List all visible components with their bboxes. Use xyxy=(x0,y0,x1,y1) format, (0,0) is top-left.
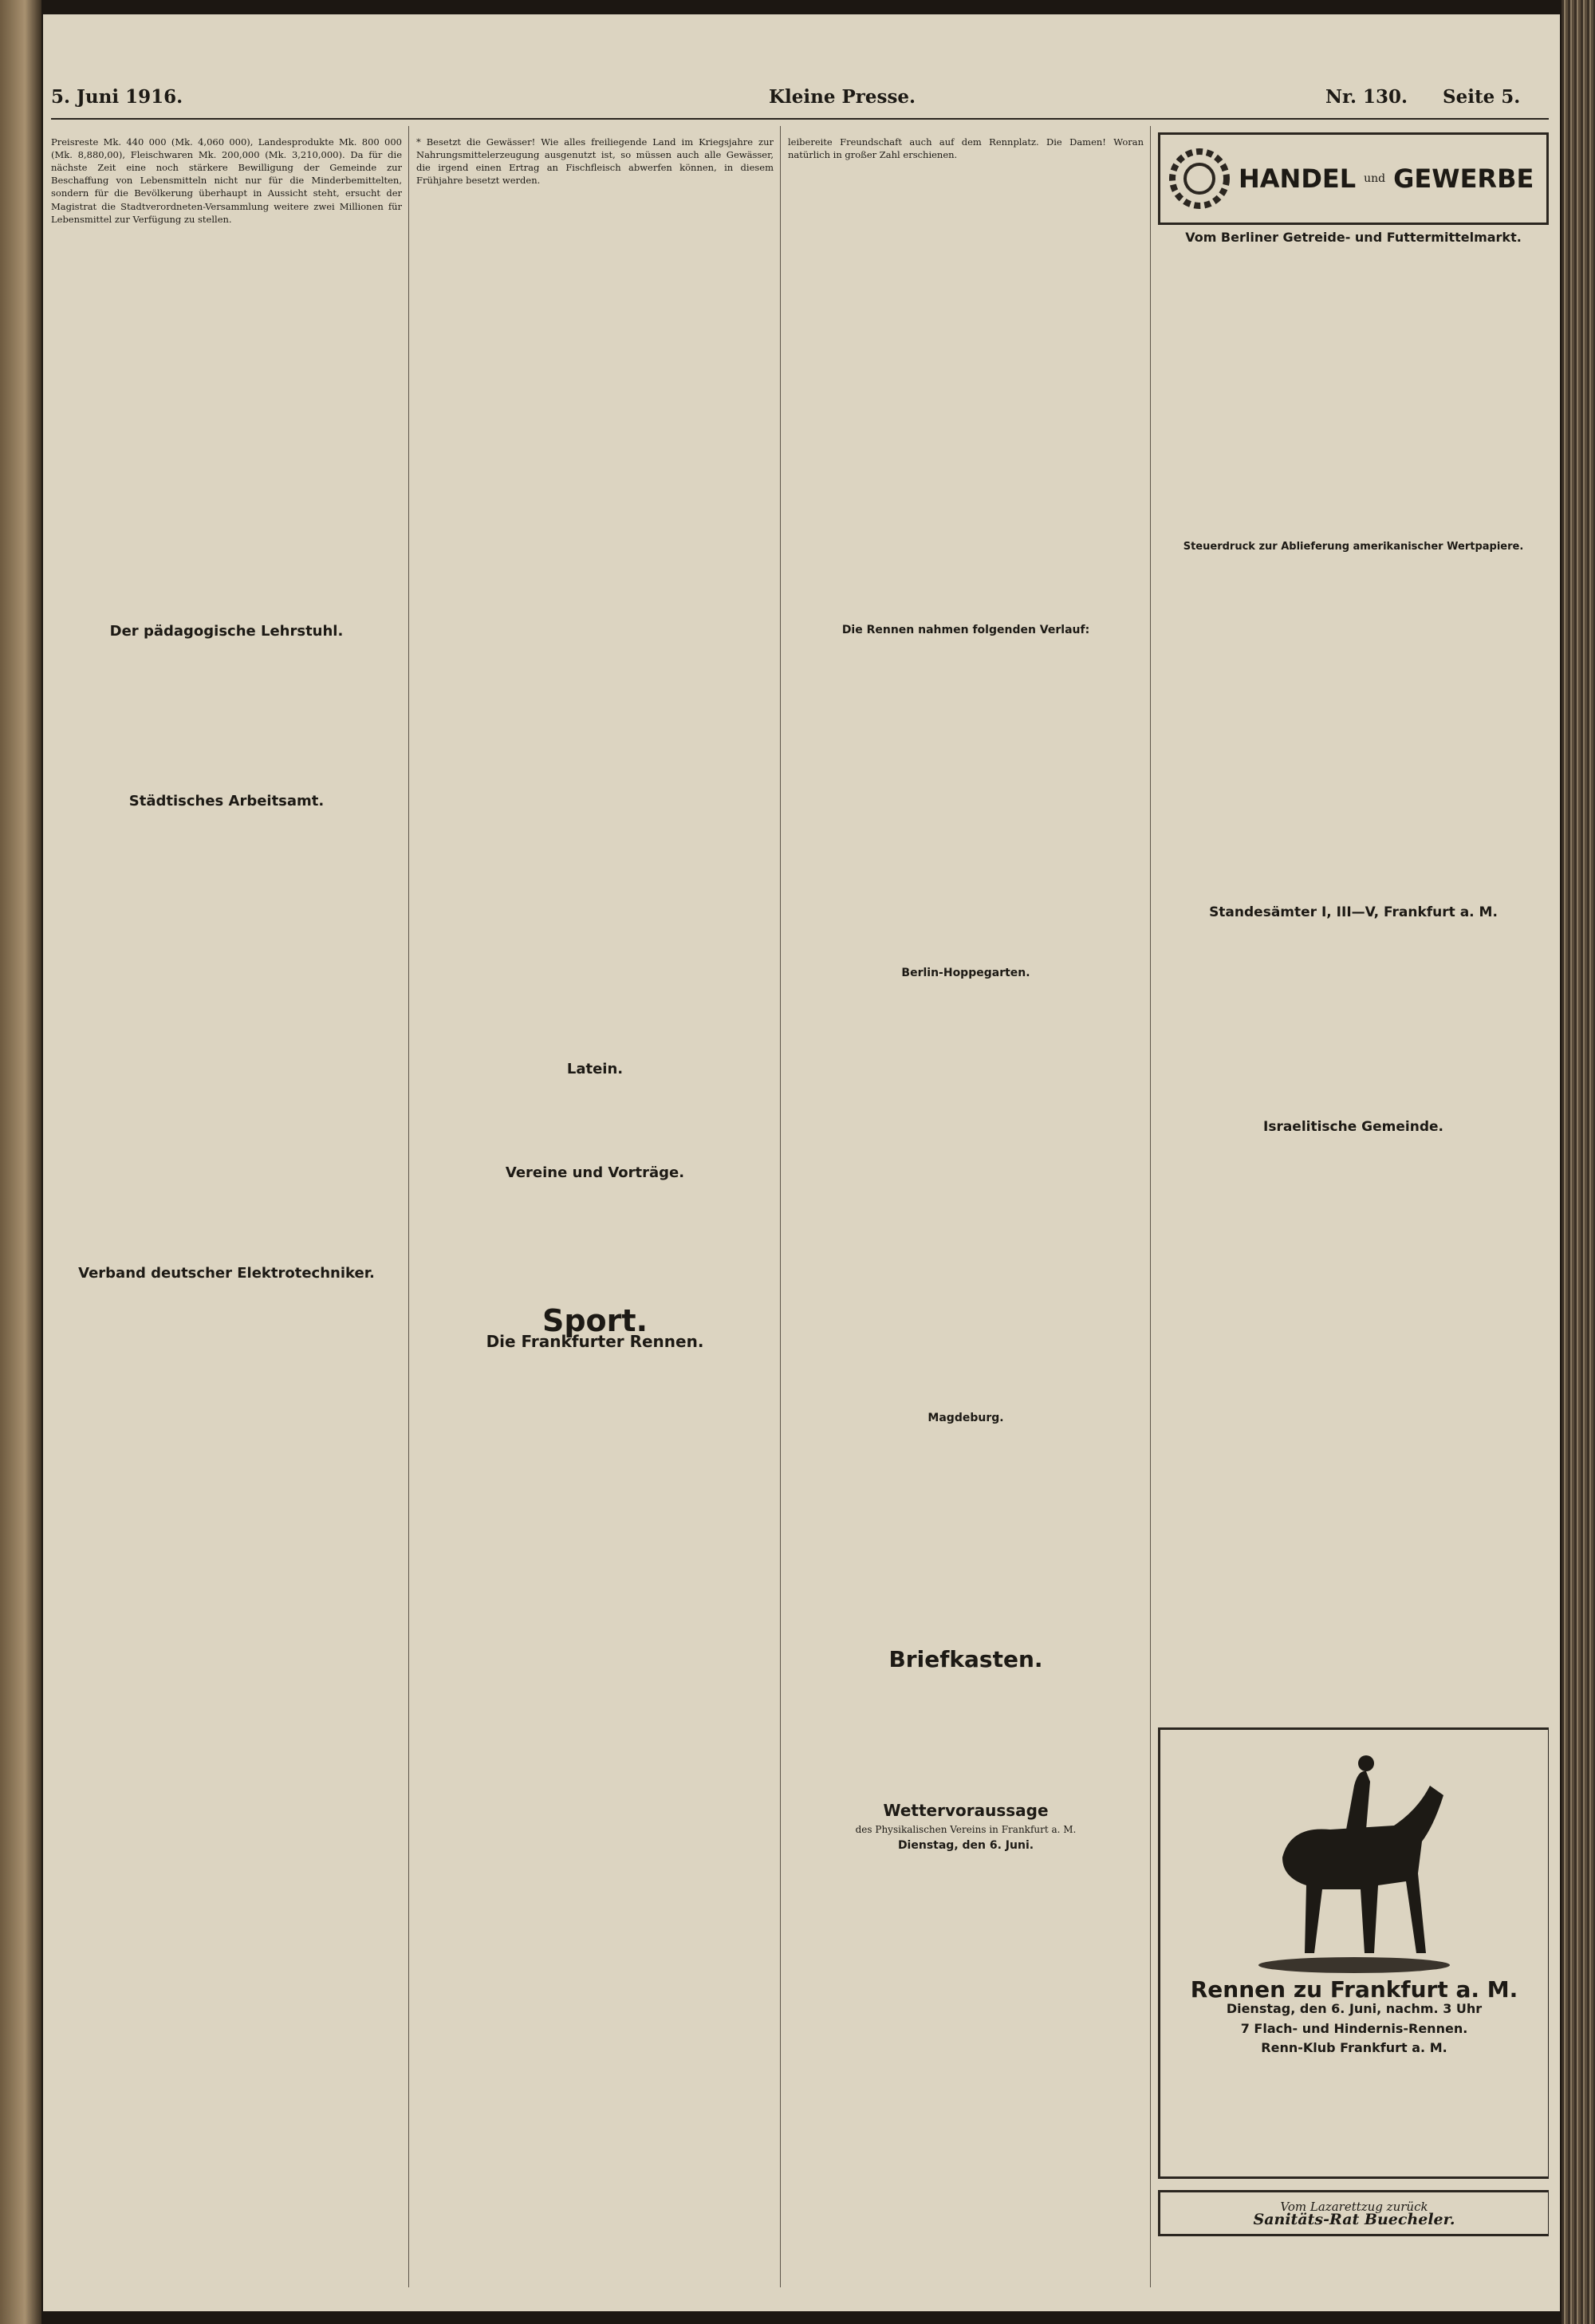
notice-line-1: Vom Lazarettzug zurück xyxy=(1280,2200,1428,2214)
paper-name: Kleine Presse. xyxy=(769,86,916,108)
buecheler-notice xyxy=(1158,2190,1549,2236)
ad-club: Renn-Klub Frankfurt a. M. xyxy=(1261,2039,1447,2055)
heading-vereine: Vereine und Vorträge. xyxy=(505,1164,685,1181)
heading-elektrotechniker: Verband deutscher Elektrotechniker. xyxy=(78,1264,375,1282)
ad-title: Rennen zu Frankfurt a. M. xyxy=(1190,1976,1518,2003)
handel-gewerbe-banner xyxy=(1158,132,1549,225)
heading-briefkasten: Briefkasten. xyxy=(888,1646,1043,1672)
column-rule xyxy=(408,126,409,2287)
heading-latein: Latein. xyxy=(566,1061,624,1077)
heading-arbeitsamt: Städtisches Arbeitsamt. xyxy=(128,792,325,809)
col3-paragraph: leibereite Freundschaft auch auf dem Rennplatz. Die Damen! Woran natürlich in großer Zahl erschienen. xyxy=(788,136,1144,160)
horse-rider-illustration xyxy=(1235,1738,1474,1977)
text-block xyxy=(1158,560,1549,903)
heading-frankfurter-rennen: Die Frankfurter Rennen. xyxy=(486,1332,704,1352)
newspaper-page xyxy=(43,14,1560,2311)
banner-und: und xyxy=(1364,171,1386,185)
text-block xyxy=(51,234,402,617)
notice-line-2: Sanitäts-Rat Buecheler. xyxy=(1253,2211,1455,2229)
column-1 xyxy=(51,126,402,2295)
book-binding-edge xyxy=(1562,0,1595,2324)
heading-hoppegarten: Berlin-Hoppegarten. xyxy=(901,967,1030,979)
ad-races: 7 Flach- und Hindernis-Rennen. xyxy=(1240,2020,1468,2036)
masthead xyxy=(51,86,1549,113)
page-number: Seite 5. xyxy=(1443,86,1521,108)
gear-wheel-icon xyxy=(1168,148,1231,210)
heading-magdeburg: Magdeburg. xyxy=(927,1412,1004,1424)
text-block xyxy=(1158,1140,1549,1475)
column-3 xyxy=(788,126,1144,2295)
banner-gewerbe: GEWERBE xyxy=(1393,163,1534,194)
weather-day: Dienstag, den 6. Juni. xyxy=(897,1839,1034,1853)
col2-paragraph: * Besetzt die Gewässer! Wie alles freiliegende Land im Kriegsjahre zur Nahrungsmittelerzeugung ausgenutzt ist, so müssen auch alle Gewässer, die irgend einen Ertrag an Fischfleisch abwerfen können, in diesem Frühjahre besetzt werden. xyxy=(416,136,774,187)
weather-subtitle: des Physikalischen Vereins in Frankfurt a. M. xyxy=(855,1824,1077,1836)
heading-sport: Sport. xyxy=(542,1303,648,1338)
heading-getreidemarkt: Vom Berliner Getreide- und Futtermittelmarkt. xyxy=(1185,230,1522,245)
masthead-rule xyxy=(51,118,1549,120)
heading-paedagogischer-lehrstuhl: Der pädagogische Lehrstuhl. xyxy=(109,623,344,640)
text-block xyxy=(51,813,402,1259)
text-block xyxy=(51,644,402,787)
ad-date: Dienstag, den 6. Juni, nachm. 3 Uhr xyxy=(1226,2001,1483,2017)
text-block xyxy=(1158,926,1549,1117)
banner-handel: HANDEL xyxy=(1239,163,1357,194)
column-rule xyxy=(780,126,781,2287)
issue-date: 5. Juni 1916. xyxy=(51,86,183,108)
heading-standesaemter: Standesämter I, III—V, Frankfurt a. M. xyxy=(1209,904,1498,921)
rennen-advertisement xyxy=(1158,1727,1549,2179)
column-rule xyxy=(1150,126,1151,2287)
left-page-edge xyxy=(0,0,41,2324)
heading-israelitische-gemeinde: Israelitische Gemeinde. xyxy=(1263,1118,1443,1135)
heading-steuerdruck: Steuerdruck zur Ablieferung amerikanischer Wertpapiere. xyxy=(1183,541,1524,553)
heading-rennen-verlauf: Die Rennen nahmen folgenden Verlauf: xyxy=(841,624,1090,636)
heading-wettervoraussage: Wettervoraussage xyxy=(883,1801,1049,1820)
column-4 xyxy=(1158,126,1549,2295)
text-block xyxy=(1158,250,1549,538)
col1-intro: Preisreste Mk. 440 000 (Mk. 4,060 000), Landesprodukte Mk. 800 000 (Mk. 8,880,00), Fleischwaren Mk. 200,000 (Mk. 3,210,000). Da für die nächste Zeit eine noch stärkere Bewilligung der Gemeinde zur Beschaffung von Lebensmitteln nicht nur für die Minderbemittelten, sondern für die Bevölkerung überhaupt in Aussicht steht, ersucht der Magistrat die Stadtverordneten-Versammlung weitere zwei Millionen für Lebensmittel zur Verfügung zu stellen. xyxy=(51,136,402,225)
issue-number: Nr. 130. xyxy=(1325,86,1408,108)
column-2 xyxy=(416,126,774,2295)
